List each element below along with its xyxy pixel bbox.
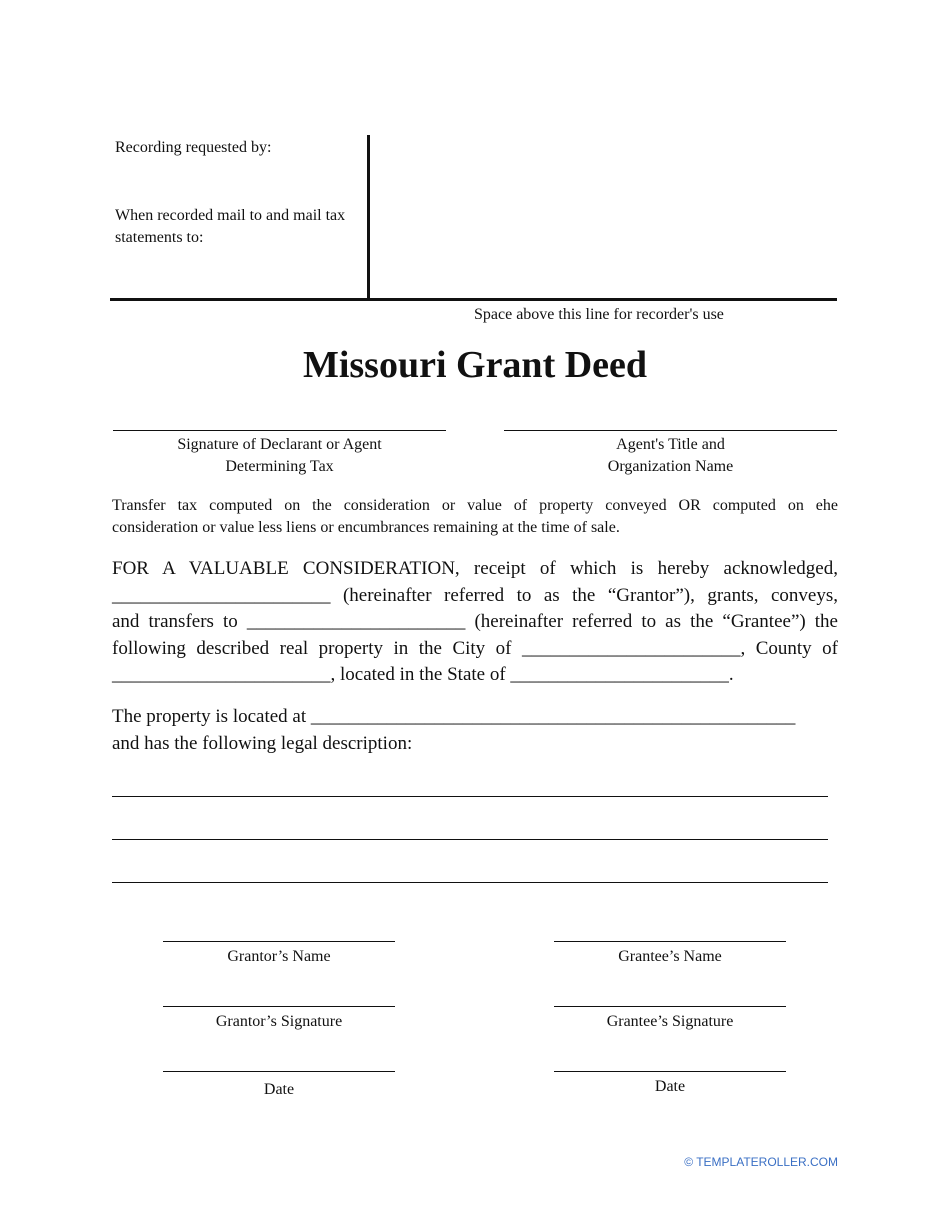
legal-description-line[interactable] — [112, 839, 828, 840]
grantor-signature-line[interactable] — [163, 1006, 395, 1007]
legal-description-line[interactable] — [112, 882, 828, 883]
grantor-date-label: Date — [263, 1081, 295, 1098]
recording-requested-label: Recording requested by: — [115, 139, 272, 156]
recorder-space-line — [110, 298, 837, 301]
consideration-line1: FOR A VALUABLE CONSIDERATION, receipt of which is hereby acknowledged, — [112, 558, 838, 579]
grantee-signature-line[interactable] — [554, 1006, 786, 1007]
legal-description-line[interactable] — [112, 796, 828, 797]
consideration-line3: and transfers to _______________________ (hereinafter referred to as the “Grantee”) the — [112, 611, 838, 632]
when-recorded-label-line2: statements to: — [115, 229, 204, 246]
consideration-line4: following described real property in the City of _______________________, County of — [112, 637, 838, 659]
transfer-tax-line1: Transfer tax computed on the consideration or value of property conveyed OR computed on ehe — [112, 497, 838, 514]
recorder-space-label: Space above this line for recorder's use — [474, 306, 724, 323]
declarant-signature-line[interactable] — [113, 430, 446, 431]
legal-description-label: and has the following legal description: — [112, 733, 413, 754]
grantee-date-label: Date — [654, 1078, 686, 1095]
grantee-date-line[interactable] — [554, 1071, 786, 1072]
copyright-link[interactable]: © TEMPLATEROLLER.COM — [684, 1155, 838, 1169]
grantor-date-line[interactable] — [163, 1071, 395, 1072]
consideration-line2: _______________________ (hereinafter referred to as the “Grantor”), grants, conveys, — [112, 584, 838, 606]
agent-title-label-line1: Agent's Title and — [616, 436, 725, 453]
grantor-name-label: Grantor’s Name — [227, 948, 331, 965]
grantee-signature-label: Grantee’s Signature — [606, 1013, 734, 1030]
agent-title-line[interactable] — [504, 430, 837, 431]
transfer-tax-line2: consideration or value less liens or encumbrances remaining at the time of sale. — [112, 519, 620, 536]
declarant-label-line1: Signature of Declarant or Agent — [177, 436, 382, 453]
agent-title-label-line2: Organization Name — [607, 458, 734, 475]
grantor-signature-label: Grantor’s Signature — [215, 1013, 343, 1030]
grantor-name-line[interactable] — [163, 941, 395, 942]
declarant-label-line2: Determining Tax — [225, 458, 334, 475]
consideration-line5: _______________________, located in the State of _______________________. — [112, 664, 734, 685]
consideration-paragraph — [112, 556, 838, 689]
recorder-box-divider — [367, 135, 370, 301]
when-recorded-label-line1: When recorded mail to and mail tax — [115, 207, 346, 224]
grantee-name-line[interactable] — [554, 941, 786, 942]
document-title: Missouri Grant Deed — [302, 344, 648, 386]
property-location-line: The property is located at ___________________________________________________ — [112, 706, 796, 727]
grantee-name-label: Grantee’s Name — [618, 948, 722, 965]
